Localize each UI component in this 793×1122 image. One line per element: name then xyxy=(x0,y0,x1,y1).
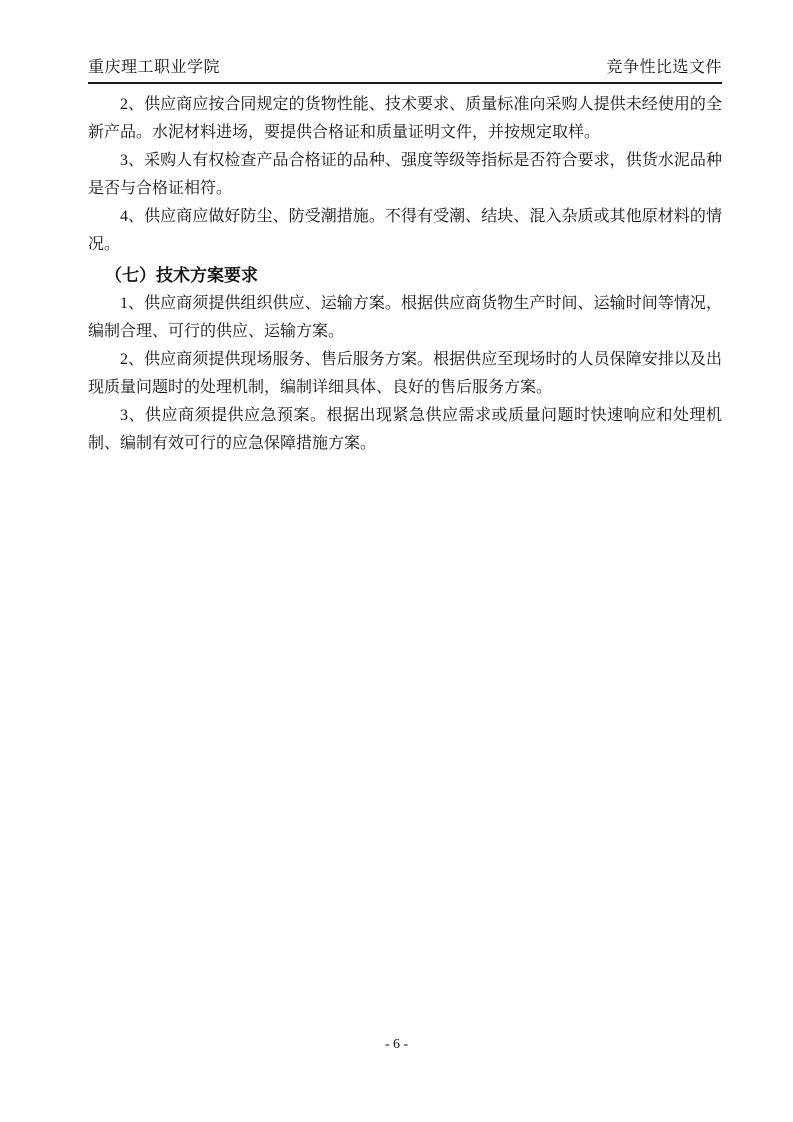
page-number: - 6 - xyxy=(384,1037,409,1052)
paragraph-item-3-certificate-check: 3、采购人有权检查产品合格证的品种、强度等级等指标是否符合要求，供货水泥品种是否与合格证相符。 xyxy=(88,152,722,197)
paragraph-item-4-moisture-protection: 4、供应商应做好防尘、防受潮措施。不得有受潮、结块、混入杂质或其他原材料的情况。 xyxy=(88,208,722,253)
paragraph-item-1-supply-transport-plan: 1、供应商须提供组织供应、运输方案。根据供应商货物生产时间、运输时间等情况，编制合理、可行的供应、运输方案。 xyxy=(88,295,722,340)
paragraph-item-2-new-products: 2、供应商应按合同规定的货物性能、技术要求、质量标准向采购人提供未经使用的全新产品。水泥材料进场，要提供合格证和质量证明文件，并按规定取样。 xyxy=(88,96,722,141)
header-doc-type: 竞争性比选文件 xyxy=(606,59,722,76)
section-heading-technical-plan-requirements: （七）技术方案要求 xyxy=(105,266,258,285)
paragraph-item-2-after-sales-plan: 2、供应商须提供现场服务、售后服务方案。根据供应至现场时的人员保障安排以及出现质量问题时的处理机制，编制详细具体、良好的售后服务方案。 xyxy=(88,351,722,396)
document-body xyxy=(88,91,722,458)
header-org-name: 重庆理工职业学院 xyxy=(88,59,221,76)
page-footer xyxy=(0,1037,793,1053)
page-header xyxy=(88,54,722,84)
paragraph-item-3-emergency-plan: 3、供应商须提供应急预案。根据出现紧急供应需求或质量问题时快速响应和处理机制、编制有效可行的应急保障措施方案。 xyxy=(88,407,722,452)
